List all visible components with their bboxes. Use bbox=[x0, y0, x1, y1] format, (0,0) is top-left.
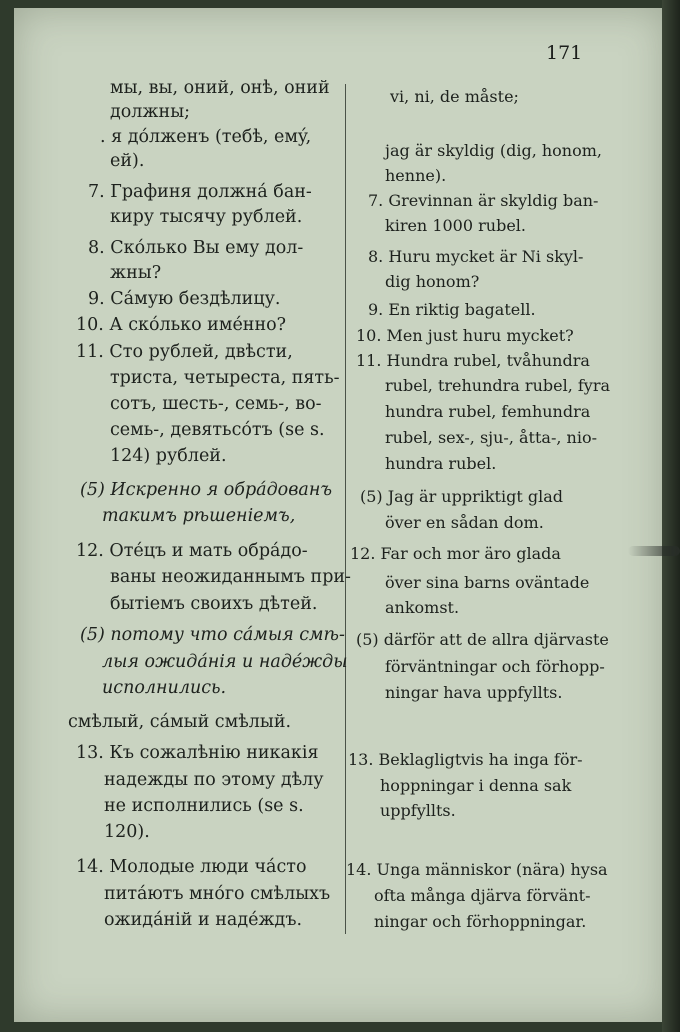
sv-line: 14. Unga människor (nära) hysa bbox=[346, 860, 608, 879]
sv-line: rubel, sex-, sju-, åtta-, nio- bbox=[385, 428, 597, 447]
sv-line: ningar hava uppfyllts. bbox=[385, 683, 563, 702]
ru-line: (5) Искренно я обрáдованъ bbox=[80, 480, 333, 500]
ru-line: такимъ рѣшеніемъ, bbox=[102, 506, 296, 526]
ru-line: лыя ожидáнія и надéжды bbox=[102, 652, 348, 672]
ru-line: 9. Сáмую бездѣлицу. bbox=[88, 289, 281, 309]
sv-line: ankomst. bbox=[385, 598, 460, 617]
page-number: 171 bbox=[546, 42, 583, 64]
ru-line: смѣлый, сáмый смѣлый. bbox=[68, 712, 292, 732]
sv-line: hundra rubel. bbox=[385, 454, 497, 473]
ru-line: 10. А скóлько имéнно? bbox=[76, 315, 287, 335]
sv-line: ofta många djärva förvänt- bbox=[374, 886, 591, 905]
ru-line: должны; bbox=[110, 102, 191, 122]
ru-line: 14. Молодые люди чáсто bbox=[76, 857, 307, 877]
ru-line: жны? bbox=[110, 263, 162, 283]
ru-line: триста, четыреста, пять- bbox=[110, 368, 340, 388]
ru-line: . я дóлженъ (тебѣ, емý, bbox=[100, 127, 312, 147]
page-smudge bbox=[628, 546, 680, 556]
ru-line: 8. Скóлько Вы ему дол- bbox=[88, 238, 304, 258]
sv-line: hoppningar i denna sak bbox=[380, 776, 572, 795]
ru-line: сотъ, шесть-, семь-, во- bbox=[110, 394, 322, 414]
ru-line: исполнились. bbox=[102, 678, 227, 698]
sv-line: över sina barns oväntade bbox=[385, 573, 590, 592]
ru-line: 11. Сто рублей, двѣсти, bbox=[76, 342, 293, 362]
ru-line: (5) потому что сáмыя смѣ- bbox=[80, 625, 345, 645]
ru-line: надежды по этому дѣлу bbox=[104, 770, 324, 790]
sv-line: 8. Huru mycket är Ni skyl- bbox=[368, 247, 584, 266]
ru-line: ваны неожиданнымъ при- bbox=[110, 567, 351, 587]
sv-line: hundra rubel, femhundra bbox=[385, 402, 591, 421]
ru-line: не исполнились (se s. bbox=[104, 796, 304, 816]
sv-line: jag är skyldig (dig, honom, bbox=[385, 141, 602, 160]
book-edge bbox=[662, 0, 680, 1032]
sv-line: ningar och förhoppningar. bbox=[374, 912, 587, 931]
sv-line: 7. Grevinnan är skyldig ban- bbox=[368, 191, 599, 210]
ru-line: 120). bbox=[104, 822, 150, 842]
sv-line: henne). bbox=[385, 166, 447, 185]
ru-line: 124) рублей. bbox=[110, 446, 227, 466]
ru-line: семь-, девятьсóтъ (se s. bbox=[110, 420, 325, 440]
sv-line: rubel, trehundra rubel, fyra bbox=[385, 376, 611, 395]
sv-line: dig honom? bbox=[385, 272, 480, 291]
ru-line: бытіемъ своихъ дѣтей. bbox=[110, 594, 318, 614]
sv-line: över en sådan dom. bbox=[385, 513, 544, 532]
ru-line: ожидáній и надéждъ. bbox=[104, 910, 303, 930]
ru-line: ей). bbox=[110, 151, 145, 171]
column-divider bbox=[345, 84, 346, 934]
sv-line: 9. En riktig bagatell. bbox=[368, 300, 536, 319]
ru-line: мы, вы, оний, онѣ, оний bbox=[110, 78, 330, 98]
sv-line: (5) Jag är uppriktigt glad bbox=[360, 487, 563, 506]
sv-line: uppfyllts. bbox=[380, 801, 456, 820]
ru-line: 13. Къ сожалѣнію никакія bbox=[76, 743, 319, 763]
ru-line: 12. Отéцъ и мать обрáдо- bbox=[76, 541, 308, 561]
ru-line: 7. Графиня должнá бан- bbox=[88, 182, 312, 202]
sv-line: 10. Men just huru mycket? bbox=[356, 326, 574, 345]
sv-line: 12. Far och mor äro glada bbox=[350, 544, 561, 563]
sv-line: (5) därför att de allra djärvaste bbox=[356, 630, 609, 649]
ru-line: питáютъ мнóго смѣлыхъ bbox=[104, 884, 331, 904]
sv-line: förväntningar och förhopp- bbox=[385, 657, 605, 676]
sv-line: vi, ni, de måste; bbox=[390, 87, 519, 106]
sv-line: 11. Hundra rubel, tvåhundra bbox=[356, 351, 590, 370]
sv-line: 13. Beklagligtvis ha inga för- bbox=[348, 750, 583, 769]
sv-line: kiren 1000 rubel. bbox=[385, 216, 526, 235]
ru-line: киру тысячу рублей. bbox=[110, 207, 303, 227]
